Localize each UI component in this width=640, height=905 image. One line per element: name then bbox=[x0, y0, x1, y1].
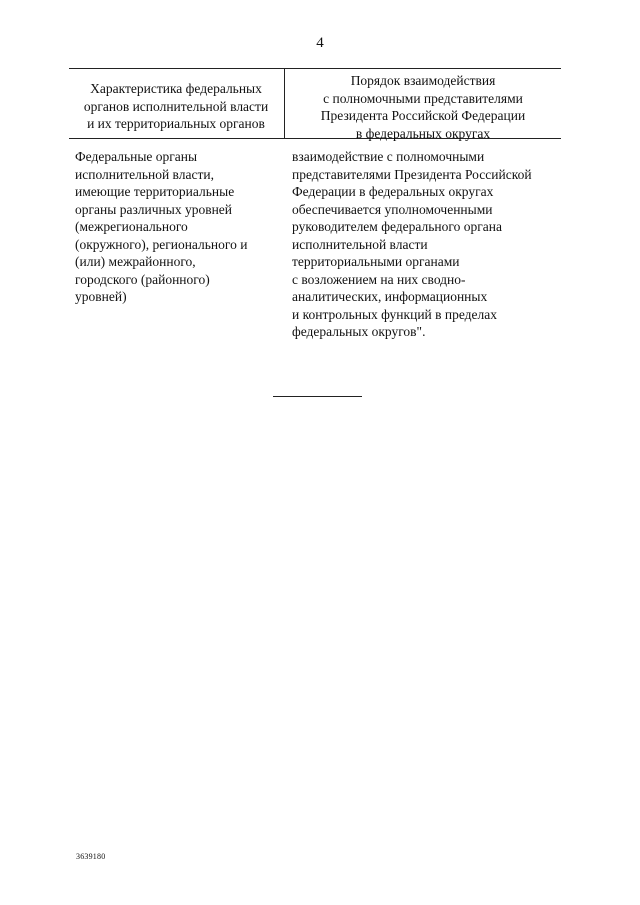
table-cell-right-line: представителями Президента Российской bbox=[292, 166, 532, 182]
table-cell-left-line: городского (районного) bbox=[75, 271, 210, 287]
table-cell-left-line: исполнительной власти, bbox=[75, 166, 214, 182]
table-cell-left-line: имеющие территориальные bbox=[75, 184, 235, 199]
table-cell-left-line: (межрегионального bbox=[75, 219, 188, 234]
table-header-left-line: Характеристика федеральных bbox=[90, 81, 262, 96]
document-code: 3639180 bbox=[76, 852, 106, 861]
table-header-right-line: в федеральных округах bbox=[355, 125, 491, 141]
table-cell-right-line: аналитических, информационных bbox=[292, 289, 488, 304]
table-cell-right-line: и контрольных функций в пределах bbox=[292, 306, 498, 322]
table-cell-right-line: территориальными органами bbox=[292, 254, 460, 269]
table-header-left-line: и их территориальных органов bbox=[87, 116, 265, 131]
table-top-rule bbox=[69, 68, 561, 69]
table-header-right-line: Президента Российской Федерации bbox=[320, 108, 526, 123]
table-cell-right-line: федеральных округов". bbox=[292, 324, 426, 339]
table-header-left-line: органов исполнительной власти bbox=[83, 98, 269, 114]
table-cell-right-line: с возложением на них сводно- bbox=[292, 271, 466, 287]
table-cell-right-line: исполнительной власти bbox=[292, 236, 428, 252]
table-cell-right-line: взаимодействие с полномочными bbox=[292, 149, 485, 164]
table-header-right-line: Порядок взаимодействия bbox=[350, 73, 496, 88]
end-of-document-rule bbox=[273, 396, 362, 397]
table-header-right bbox=[286, 72, 560, 142]
table-cell-right-line: руководителем федерального органа bbox=[292, 219, 502, 234]
table-cell-right-line: обеспечивается уполномоченными bbox=[292, 201, 493, 217]
table-cell-left-line: органы различных уровней bbox=[75, 201, 233, 217]
header-column-divider bbox=[284, 68, 285, 138]
table-header-right-line: с полномочными представителями bbox=[323, 90, 523, 106]
table-cell-right bbox=[292, 148, 562, 341]
table-cell-left-line: уровней) bbox=[75, 289, 127, 304]
table-header-left bbox=[70, 80, 282, 133]
table-cell-left-line: (или) межрайонного, bbox=[75, 254, 196, 269]
table-cell-left-line: (окружного), регионального и bbox=[75, 236, 248, 252]
page-number: 4 bbox=[316, 35, 324, 51]
table-cell-right-line: Федерации в федеральных округах bbox=[292, 184, 494, 199]
table-cell-left bbox=[75, 148, 280, 306]
table-cell-left-line: Федеральные органы bbox=[75, 149, 198, 164]
